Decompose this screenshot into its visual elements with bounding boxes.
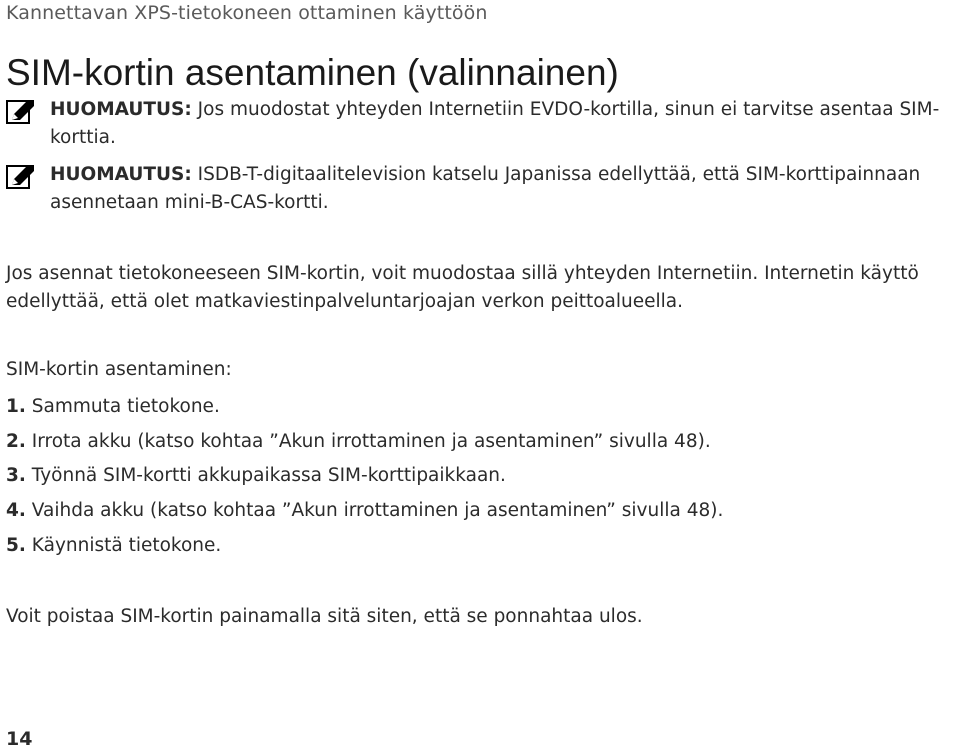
intro-paragraph: Jos asennat tietokoneeseen SIM-kortin, voit muodostaa sillä yhteyden Internetiin. Internetin käyttö edellyttää, että olet matkaviestinpalveluntarjoajan verkon peittoalueella. (6, 263, 919, 312)
note-pencil-icon (6, 165, 36, 189)
step-item (6, 428, 723, 463)
note-body: Jos muodostat yhteyden Internetiin EVDO-kortilla, sinun ei tarvitse asentaa SIM-korttia. (50, 99, 940, 148)
step-item (6, 462, 723, 497)
step-number: 4. (6, 500, 26, 522)
note-evdo (6, 96, 956, 152)
note-text (50, 161, 956, 217)
section-title: SIM-kortin asentaminen (valinnainen) (6, 52, 619, 93)
step-text: Sammuta tietokone. (31, 396, 220, 417)
step-item (6, 532, 723, 567)
step-number: 2. (6, 430, 26, 452)
step-number: 5. (6, 534, 26, 556)
step-item (6, 497, 723, 532)
step-number: 1. (6, 396, 26, 417)
note-label: HUOMAUTUS: (50, 99, 192, 120)
step-text: Työnnä SIM-kortti akkupaikassa SIM-korttipaikkaan. (31, 465, 506, 487)
steps-heading: SIM-kortin asentaminen: (6, 359, 232, 380)
step-text: Irrota akku (katso kohtaa ”Akun irrottaminen ja asentaminen” sivulla 48). (31, 430, 711, 452)
note-pencil-icon (6, 100, 36, 124)
closing-paragraph: Voit poistaa SIM-kortin painamalla sitä siten, että se ponnahtaa ulos. (6, 606, 643, 627)
note-body: ISDB-T-digitaalitelevision katselu Japanissa edellyttää, että SIM-korttipainnaan asennetaan mini-B-CAS-kortti. (50, 164, 921, 213)
step-item (6, 393, 723, 428)
page-number: 14 (6, 728, 33, 750)
step-number: 3. (6, 465, 26, 487)
note-label: HUOMAUTUS: (50, 164, 192, 185)
note-text (50, 96, 956, 152)
steps-list (6, 393, 723, 566)
step-text: Käynnistä tietokone. (31, 534, 222, 556)
note-isdb (6, 161, 956, 217)
step-text: Vaihda akku (katso kohtaa ”Akun irrottaminen ja asentaminen” sivulla 48). (31, 500, 724, 522)
running-header: Kannettavan XPS-tietokoneen ottaminen käyttöön (6, 2, 488, 24)
